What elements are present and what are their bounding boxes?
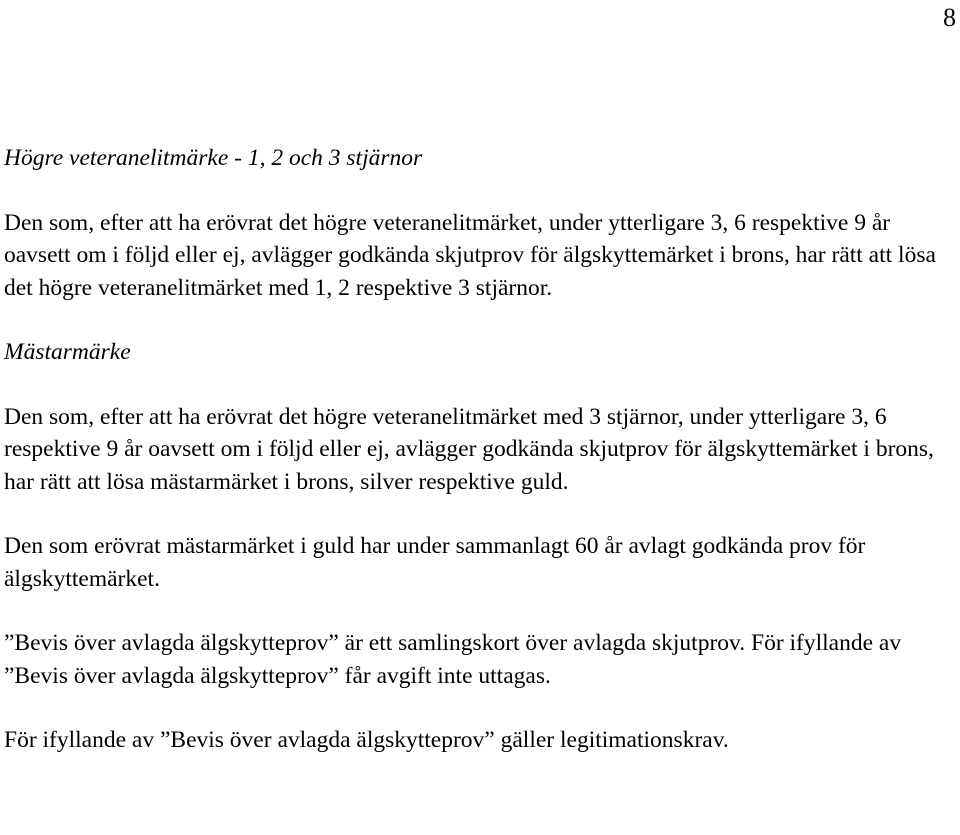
paragraph-mastarmarke-guld: Den som erövrat mästarmärket i guld har under sammanlagt 60 år avlagt godkända prov för älgskyttemärket. (4, 533, 866, 592)
section-heading-veteranelitmarke: Högre veteranelitmärke - 1, 2 och 3 stjärnor (4, 145, 423, 171)
paragraph-bevis: ”Bevis över avlagda älgskytteprov” är ett samlingskort över avlagda skjutprov. För ifyllande av ”Bevis över avlagda älgskytteprov” får avgift inte uttagas. (4, 630, 902, 689)
paragraph-mastarmarke-requirements: Den som, efter att ha erövrat det högre veteranelitmärket med 3 stjärnor, under ytterligare 3, 6 respektive 9 år oavsett om i följd eller ej, avlägger godkända skjutprov för älgskyttemärket i brons, har rätt att lösa mästarmärket i brons, silver respektive guld. (4, 403, 934, 495)
document-body (4, 142, 954, 757)
paragraph-veteranelitmarke: Den som, efter att ha erövrat det högre veteranelitmärket, under ytterligare 3, 6 respektive 9 år oavsett om i följd eller ej, avlägger godkända skjutprov för älgskyttemärket i brons, har rätt att lösa det högre veteranelitmärket med 1, 2 respektive 3 stjärnor. (4, 209, 936, 301)
page-number: 8 (943, 3, 956, 32)
section-heading-mastarmarke: Mästarmärke (4, 339, 131, 365)
paragraph-legitimation: För ifyllande av ”Bevis över avlagda älgskytteprov” gäller legitimationskrav. (4, 727, 729, 753)
